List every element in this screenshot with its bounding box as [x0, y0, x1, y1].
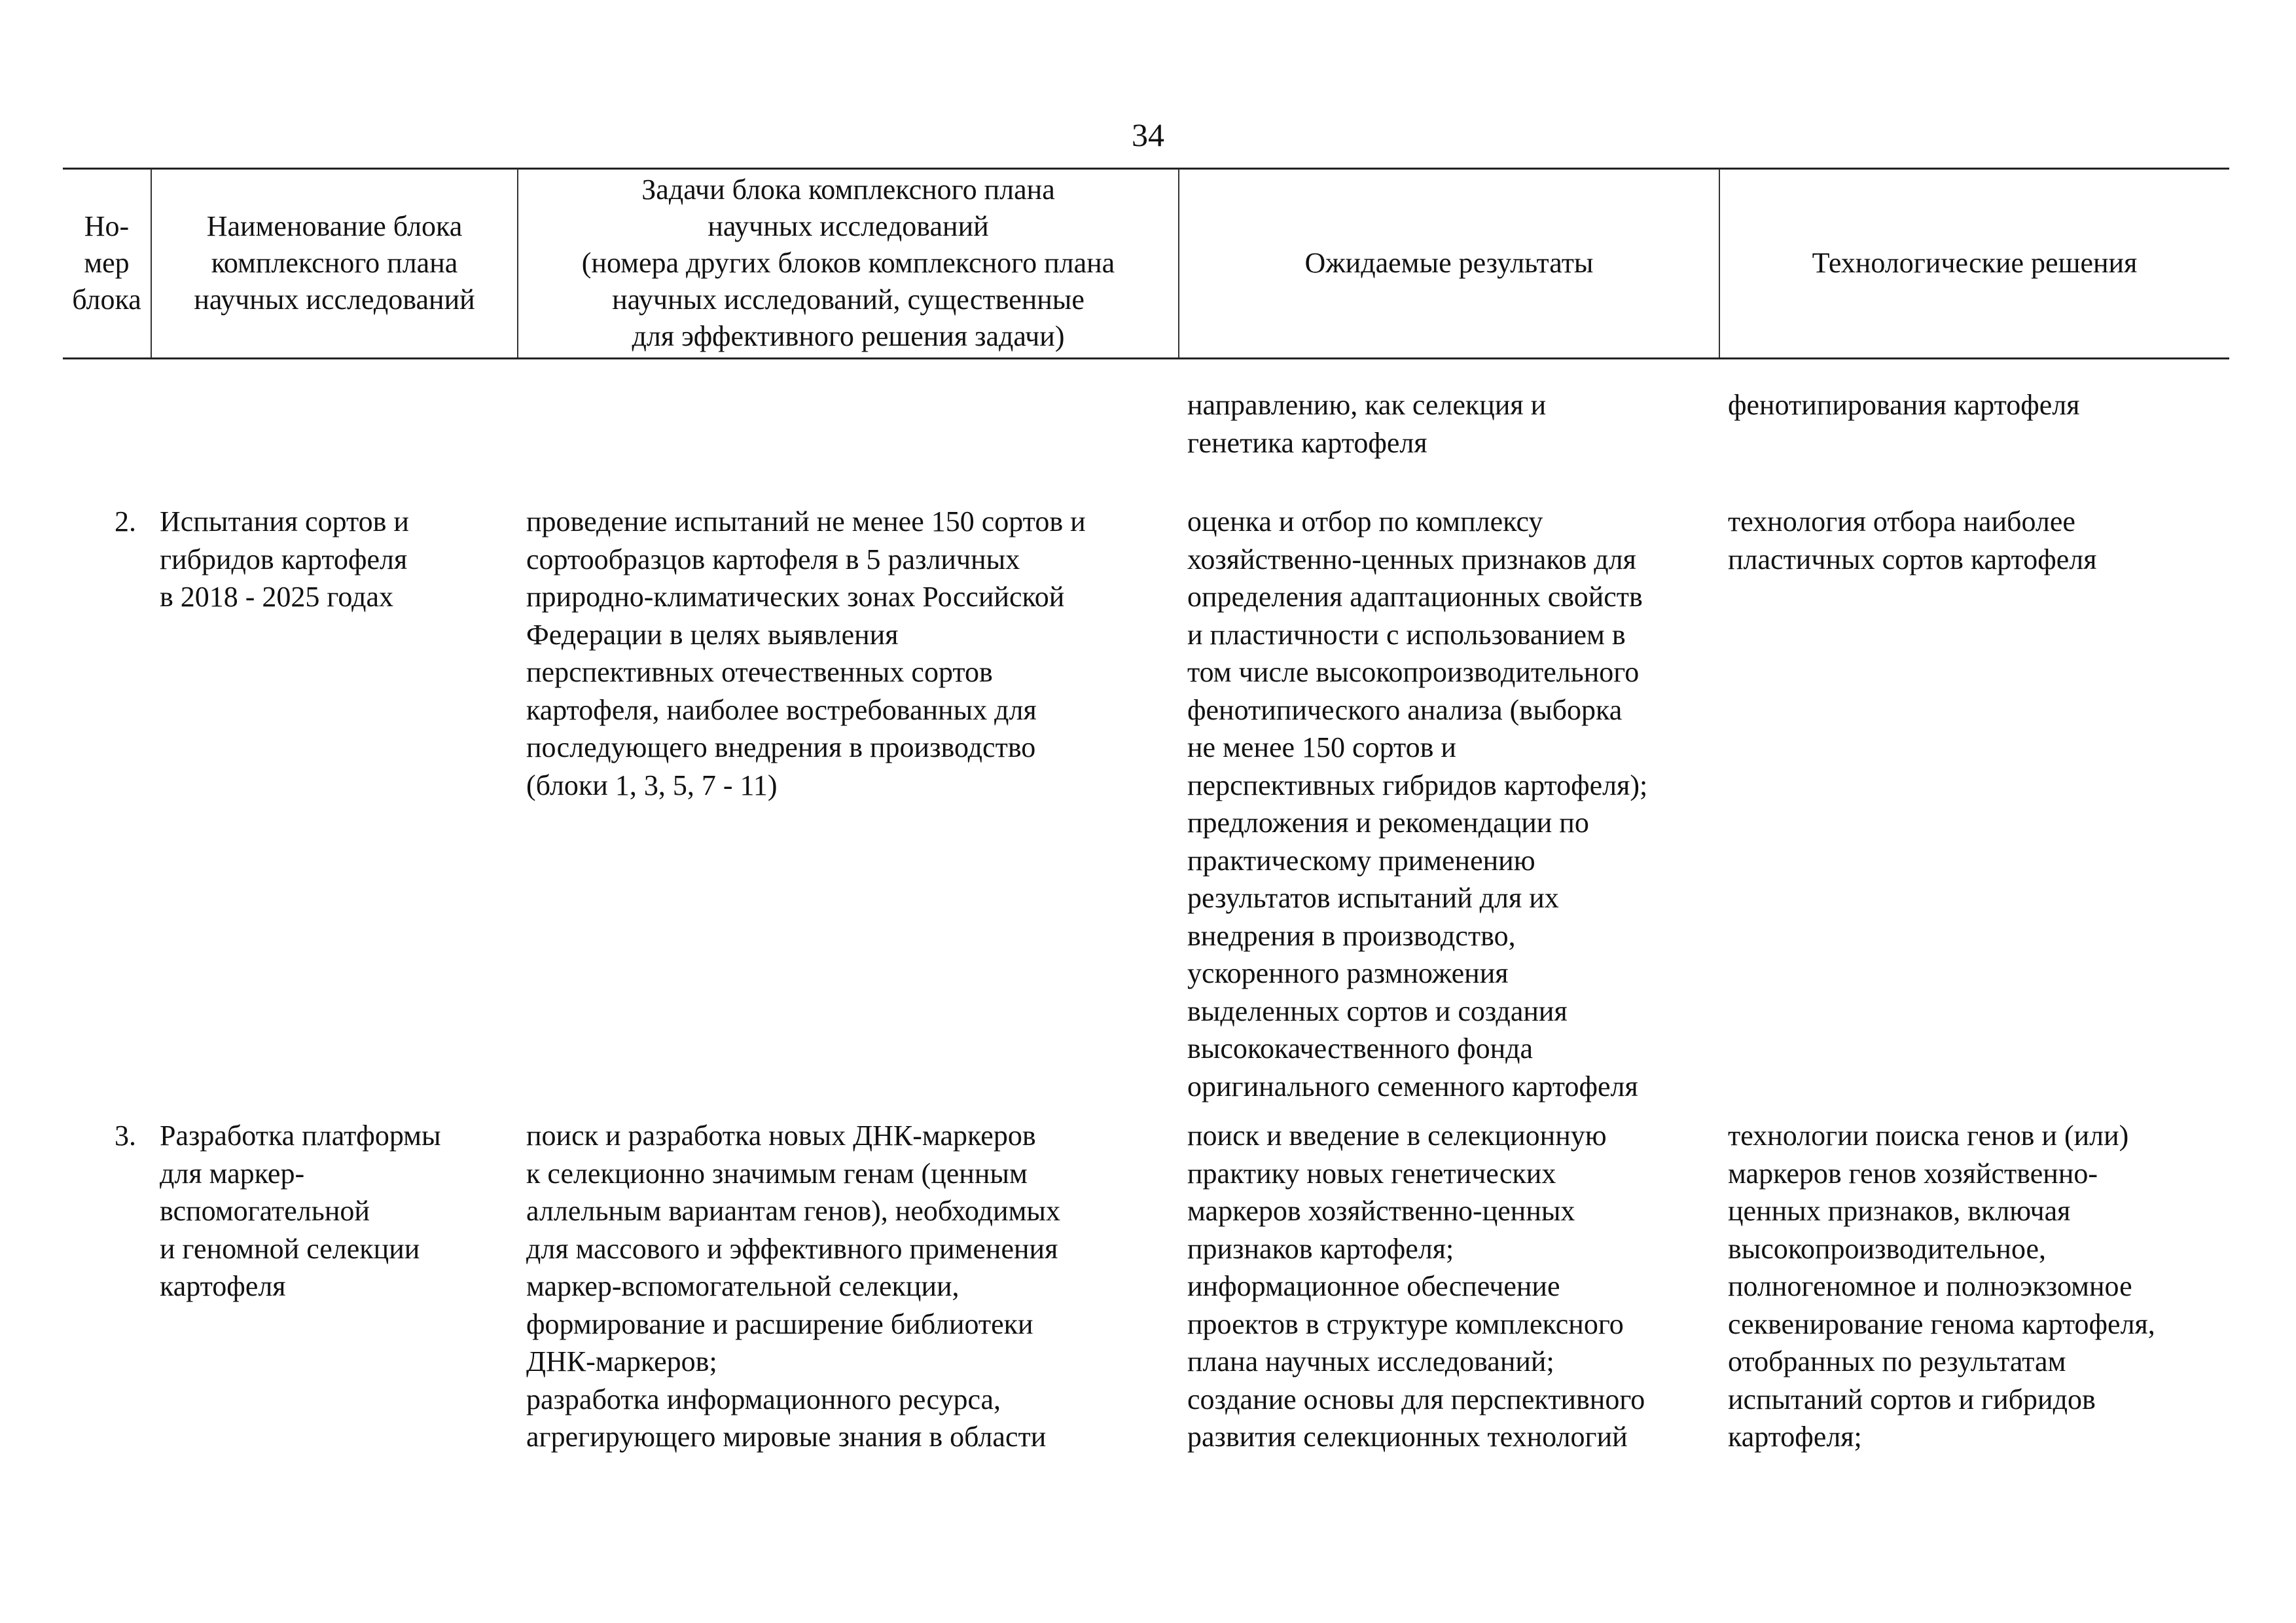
table-header-rule: [63, 357, 2229, 359]
row-block-name: [151, 386, 517, 503]
page-number: 34: [1132, 117, 1164, 153]
row-results: поиск и введение в селекционную практику новых генетических маркеров хозяйственно-ценных признаков картофеля; информационное обеспечение проектов в структуре комплексного плана научных исследований; создание основы для перспективного развития селекционных технологий: [1187, 1120, 1645, 1453]
header-block-tasks: Задачи блока комплексного плана научных исследований (номера других блоков комплексного плана научных исследований, существенные для эффективного решения задачи): [517, 169, 1178, 357]
header-block-number: Но- мер блока: [72, 210, 141, 316]
row-number: 3.: [115, 1120, 136, 1152]
row-technologies: технология отбора наиболее пластичных сортов картофеля: [1728, 505, 2097, 575]
header-block-name: Наименование блока комплексного плана научных исследований: [151, 169, 517, 357]
row-block-name: Разработка платформы для маркер- вспомогательной и геномной селекции картофеля: [160, 1120, 441, 1302]
row-number: [63, 386, 151, 503]
header-expected-results: Ожидаемые результаты: [1178, 169, 1719, 357]
row-results: направлению, как селекция и генетика картофеля: [1187, 389, 1547, 459]
row-tasks: поиск и разработка новых ДНК-маркеров к селекционно значимым генам (ценным аллельным вариантам генов), необходимых для массового и эффективного применения маркер-вспомогательной селекции, формирование и расширение библиотеки ДНК-маркеров; разработка информационного ресурса, агрегирующего мировые знания в области: [526, 1120, 1060, 1453]
row-block-name: Испытания сортов и гибридов картофеля в 2018 - 2025 годах: [160, 505, 409, 613]
row-technologies: технологии поиска генов и (или) маркеров генов хозяйственно- ценных признаков, включая высокопроизводительное, полногеномное и полноэкзомное секвенирование генома картофеля, отобранных по результатам испытаний сортов и гибридов картофеля;: [1728, 1120, 2155, 1453]
row-technologies: фенотипирования картофеля: [1728, 389, 2080, 421]
table-body: [63, 386, 2229, 1484]
table-row: [63, 1117, 2229, 1484]
row-number: 2.: [115, 505, 136, 538]
row-tasks: [517, 386, 1178, 503]
row-tasks: проведение испытаний не менее 150 сортов и сортообразцов картофеля в 5 различных природно-климатических зонах Российской Федерации в целях выявления перспективных отечественных сортов картофеля, наиболее востребованных для последующего внедрения в производство (блоки 1, 3, 5, 7 - 11): [526, 505, 1086, 801]
row-results: оценка и отбор по комплексу хозяйственно-ценных признаков для определения адаптационных свойств и пластичности с использованием в том числе высокопроизводительного фенотипического анализа (выборка не менее 150 сортов и перспективных гибридов картофеля); предложения и рекомендации по практическому применению результатов испытаний для их внедрения в производство, ускоренного размножения выделенных сортов и создания высококачественного фонда оригинального семенного картофеля: [1187, 505, 1648, 1103]
table-row: [63, 503, 2229, 1117]
header-technological-solutions: Технологические решения: [1719, 169, 2229, 357]
table-row: [63, 386, 2229, 503]
table-header-row: [63, 169, 2229, 357]
